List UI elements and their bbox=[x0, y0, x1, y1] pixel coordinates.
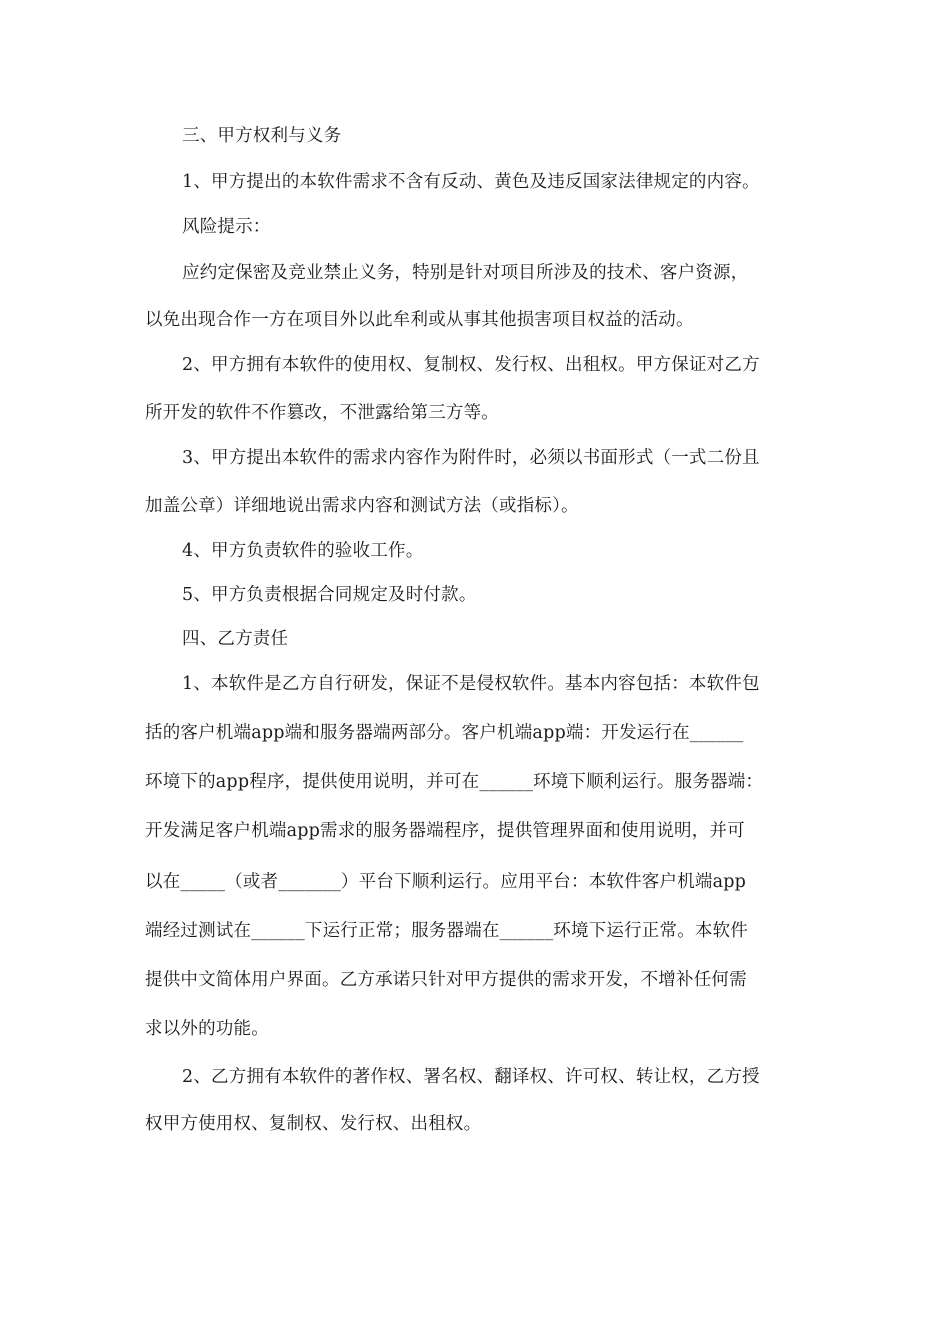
paragraph-line: 4、甲方负责软件的验收工作。 bbox=[182, 541, 424, 561]
section-heading-party-a: 三、甲方权利与义务 bbox=[182, 126, 342, 146]
paragraph-line: 2、乙方拥有本软件的著作权、署名权、翻译权、许可权、转让权，乙方授 bbox=[182, 1067, 760, 1087]
paragraph-line: 2、甲方拥有本软件的使用权、复制权、发行权、出租权。甲方保证对乙方 bbox=[182, 355, 760, 375]
paragraph-line: 端经过测试在______下运行正常；服务器端在______环境下运行正常。本软件 bbox=[145, 921, 748, 941]
paragraph-line: 以免出现合作一方在项目外以此牟利或从事其他损害项目权益的活动。 bbox=[145, 310, 694, 330]
paragraph-line: 权甲方使用权、复制权、发行权、出租权。 bbox=[145, 1114, 482, 1134]
section-heading-party-b: 四、乙方责任 bbox=[182, 629, 289, 649]
paragraph-line: 所开发的软件不作篡改，不泄露给第三方等。 bbox=[145, 403, 499, 423]
paragraph-line: 环境下的app程序，提供使用说明，并可在______环境下顺利运行。服务器端： bbox=[145, 772, 764, 792]
paragraph-line: 求以外的功能。 bbox=[145, 1019, 269, 1039]
paragraph-line: 开发满足客户机端app需求的服务器端程序，提供管理界面和使用说明，并可 bbox=[145, 821, 745, 841]
paragraph-line: 以在_____（或者_______）平台下顺利运行。应用平台：本软件客户机端app bbox=[145, 872, 747, 892]
paragraph-line: 1、甲方提出的本软件需求不含有反动、黄色及违反国家法律规定的内容。 bbox=[182, 172, 760, 192]
paragraph-line: 3、甲方提出本软件的需求内容作为附件时，必须以书面形式（一式二份且 bbox=[182, 448, 760, 468]
paragraph-line: 1、本软件是乙方自行研发，保证不是侵权软件。基本内容包括：本软件包 bbox=[182, 674, 760, 694]
paragraph-line: 括的客户机端app端和服务器端两部分。客户机端app端：开发运行在______ bbox=[145, 723, 744, 743]
paragraph-line: 应约定保密及竞业禁止义务，特别是针对项目所涉及的技术、客户资源， bbox=[182, 263, 749, 283]
paragraph-line: 加盖公章）详细地说出需求内容和测试方法（或指标）。 bbox=[145, 496, 579, 516]
risk-notice-label: 风险提示： bbox=[182, 217, 271, 237]
paragraph-line: 5、甲方负责根据合同规定及时付款。 bbox=[182, 585, 477, 605]
paragraph-line: 提供中文简体用户界面。乙方承诺只针对甲方提供的需求开发，不增补任何需 bbox=[145, 970, 747, 990]
